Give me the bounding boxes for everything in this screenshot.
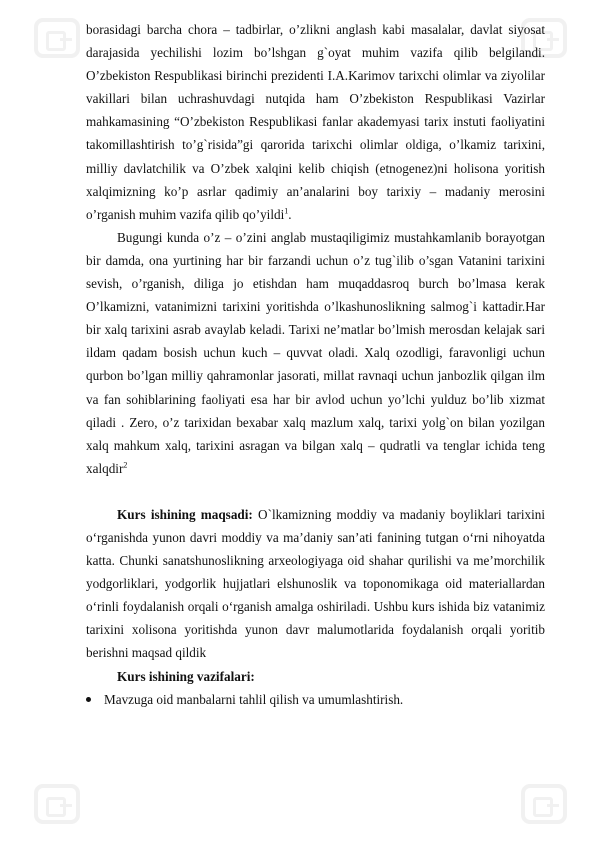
goal-label: Kurs ishining maqsadi: [117, 506, 253, 522]
paragraph-1: borasidagi barcha chora – tadbirlar, o’zlikni anglash kabi masalalar, davlat siyosat darajasida yechilishi lozim bo’lshgan g`oyat muhim vazifa qilib belgilandi. O’zbekiston Respublikasi birinchi prezidenti I.A.Karimov tarixchi olimlar va ziyolilar vakillari bilan uchrashuvdagi nutqida ham O’zbekiston Respublikasi Vazirlar mahkamasining “O’zbekiston Respublikasi fanlar akademyasi tarix instuti faoliyatini takomillashtirish to’g`risida”gi qarorida tarixchi olimlar oldiga, o’lkamiz tarixini, milliy davlatchilik va O’zbek xalqini kelib chiqish (etnogenez)ni holisona yoritish xalqimizning ko’p asrlar qadimiy an’analarini boy tarixiy – madaniy merosini o’rganish muhim vazifa qilib qo’yildi$^1$. [86, 22, 545, 222]
footnote-ref-1[interactable]: 1 [284, 206, 289, 216]
list-item: Mavzuga oid manbalarni tahlil qilish va umumlashtirish. [86, 688, 545, 711]
watermark-icon [521, 784, 567, 824]
paragraph-3: Kurs ishining maqsadi: O`lkamizning moddiy va madaniy boyliklari tarixini o‘rganishda yunon davri moddiy va ma’daniy san’ati fanining tutgan o‘rni nihoyatda katta. Chunki sanatshunoslikning arxeologiyaga oid shahar qurilishi va me’morchilik yodgorliklari, yodgorlik hujjatlari elshunoslik va toponomikaga oid materiallardan o‘rinli foydalanish orqali o‘rganish amalga oshiriladi. Ushbu kurs ishida biz vatanimiz tarixini xolisona yoritishda yunon davr malumotlarida foydalanish orqali yoritib berishni maqsad qildik [86, 506, 546, 661]
paragraph-2: Bugungi kunda o’z – o’zini anglab mustaqiligimiz mustahkamlanib borayotgan bir damda, ona yurtining har bir farzandi uchun o’z tug`ilib o’sgan Vatanini tarixini sevish, o’rganish, diliga jo etishdan ham muqaddasroq burch bo’lmasa kerak O’lkamizni, vatanimizni tarixini yoritishda o’lkashunoslikning salmog`i kattadir.Har bir xalq tarixini asrab avaylab keladi. Tarixi ne’matlar bo’lmish merosdan kelajak sari ildam qadam bosish uchun kuch – quvvat oladi. Xalq ozodligi, faravonligi uchun qurbon bo’lgan milliy qahramonlar jasorati, millat ravnaqi uchun janbozlik qilgan ilm va fan sohiblarining faoliyati esa har bir avlod uchun yo’lchi yulduz bo’lib xizmat qiladi . Zero, o’z tarixidan bexabar xalq mazlum xalq, tarixi yolg`on bilan yozilgan xalq mahkum xalq, tarixini asragan va bilgan xalq – qudratli va tenglar ichida teng xalqdir$^2$ [86, 229, 545, 476]
watermark-icon [34, 784, 80, 824]
watermark-icon [34, 18, 80, 58]
spacer [86, 480, 545, 503]
tasks-heading: Kurs ishining vazifalari: [117, 668, 255, 684]
bullet-icon [86, 697, 91, 702]
document-body [86, 18, 545, 711]
footnote-ref-2[interactable]: 2 [123, 460, 128, 470]
